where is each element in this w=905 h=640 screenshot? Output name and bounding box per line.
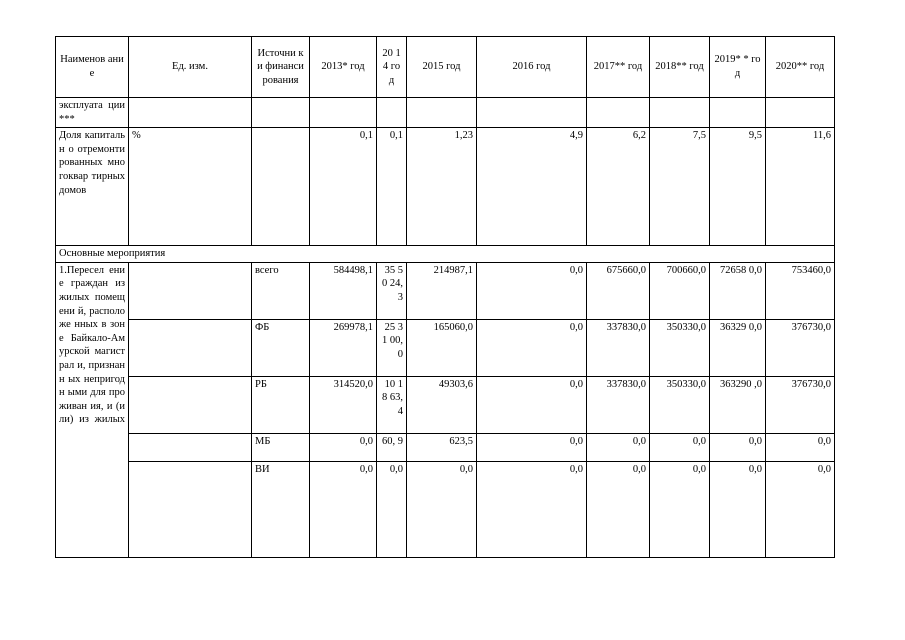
value-cell: 214987,1 — [407, 262, 477, 319]
table-row — [56, 433, 835, 461]
header-year-2019: 2019* * год — [710, 37, 766, 98]
header-source: Источни ки финанси рования — [252, 37, 310, 98]
value-cell: 314520,0 — [310, 376, 377, 433]
value-cell: 7,5 — [650, 128, 710, 246]
header-year-2020: 2020** год — [766, 37, 835, 98]
table-cell — [129, 376, 252, 433]
header-year-2018: 2018** год — [650, 37, 710, 98]
section-row — [56, 246, 835, 263]
value-cell: 36329 0,0 — [710, 319, 766, 376]
table-cell — [129, 433, 252, 461]
header-year-2017: 2017** год — [587, 37, 650, 98]
value-cell: 350330,0 — [650, 376, 710, 433]
source-cell: всего — [252, 262, 310, 319]
value-cell: 376730,0 — [766, 319, 835, 376]
value-cell: 0,0 — [477, 461, 587, 557]
header-year-2016: 2016 год — [477, 37, 587, 98]
value-cell: 0,0 — [650, 461, 710, 557]
table-cell — [129, 461, 252, 557]
header-year-2014: 20 14 го д — [377, 37, 407, 98]
table-cell — [650, 98, 710, 128]
value-cell: 700660,0 — [650, 262, 710, 319]
value-cell: 0,0 — [407, 461, 477, 557]
value-cell: 9,5 — [710, 128, 766, 246]
header-unit: Ед. изм. — [129, 37, 252, 98]
value-cell: 363290 ,0 — [710, 376, 766, 433]
value-cell: 0,0 — [377, 461, 407, 557]
table-cell — [407, 98, 477, 128]
value-cell: 72658 0,0 — [710, 262, 766, 319]
value-cell: 623,5 — [407, 433, 477, 461]
header-year-2015: 2015 год — [407, 37, 477, 98]
table-cell — [377, 98, 407, 128]
table-row — [56, 319, 835, 376]
table-cell — [766, 98, 835, 128]
row-name-share: Доля капитальн о отремонти рованных многоквар тирных домов — [56, 128, 129, 246]
value-cell: 0,1 — [377, 128, 407, 246]
row-name-resettlement: 1.Пересел ение граждан из жилых помещени й, расположе нных в зоне Байкало-Амурской магистрал и, признанн ых непригодн ыми для проживан ия, и (или) из жилых — [56, 262, 129, 557]
value-cell: 584498,1 — [310, 262, 377, 319]
value-cell: 11,6 — [766, 128, 835, 246]
header-name: Наименов ание — [56, 37, 129, 98]
value-cell: 0,0 — [710, 433, 766, 461]
value-cell: 10 18 63, 4 — [377, 376, 407, 433]
value-cell: 0,0 — [477, 262, 587, 319]
table-row — [56, 376, 835, 433]
value-cell: 165060,0 — [407, 319, 477, 376]
value-cell: 0,0 — [310, 433, 377, 461]
value-cell: 269978,1 — [310, 319, 377, 376]
table-header-row — [56, 37, 835, 98]
value-cell: 753460,0 — [766, 262, 835, 319]
value-cell: 0,0 — [766, 461, 835, 557]
value-cell: 376730,0 — [766, 376, 835, 433]
source-cell: ВИ — [252, 461, 310, 557]
table-cell — [129, 98, 252, 128]
value-cell: 1,23 — [407, 128, 477, 246]
value-cell: 675660,0 — [587, 262, 650, 319]
value-cell: 0,0 — [477, 376, 587, 433]
value-cell: 25 31 00, 0 — [377, 319, 407, 376]
value-cell: 0,0 — [587, 433, 650, 461]
value-cell: 0,0 — [766, 433, 835, 461]
row-name-exploitation: эксплуата ции*** — [56, 98, 129, 128]
source-cell: РБ — [252, 376, 310, 433]
value-cell: 337830,0 — [587, 319, 650, 376]
table-cell — [310, 98, 377, 128]
value-cell: 0,0 — [477, 319, 587, 376]
header-year-2013: 2013* год — [310, 37, 377, 98]
table-cell — [477, 98, 587, 128]
value-cell: 0,0 — [587, 461, 650, 557]
value-cell: 0,0 — [710, 461, 766, 557]
value-cell: 60, 9 — [377, 433, 407, 461]
source-cell: ФБ — [252, 319, 310, 376]
value-cell: 0,0 — [477, 433, 587, 461]
value-cell: 337830,0 — [587, 376, 650, 433]
table-cell — [129, 319, 252, 376]
table-row — [56, 461, 835, 557]
value-cell: 6,2 — [587, 128, 650, 246]
value-cell: 0,0 — [650, 433, 710, 461]
table-row — [56, 98, 835, 128]
value-cell: 0,1 — [310, 128, 377, 246]
value-cell: 35 50 24, 3 — [377, 262, 407, 319]
table-cell — [129, 262, 252, 319]
value-cell: 4,9 — [477, 128, 587, 246]
value-cell: 0,0 — [310, 461, 377, 557]
program-indicators-table — [55, 36, 835, 558]
table-cell — [710, 98, 766, 128]
table-cell — [587, 98, 650, 128]
table-row — [56, 128, 835, 246]
table-cell — [252, 98, 310, 128]
source-cell: МБ — [252, 433, 310, 461]
table-cell — [252, 128, 310, 246]
table-row — [56, 262, 835, 319]
value-cell: 49303,6 — [407, 376, 477, 433]
value-cell: 350330,0 — [650, 319, 710, 376]
section-title: Основные мероприятия — [56, 246, 835, 263]
row-unit-share: % — [129, 128, 252, 246]
